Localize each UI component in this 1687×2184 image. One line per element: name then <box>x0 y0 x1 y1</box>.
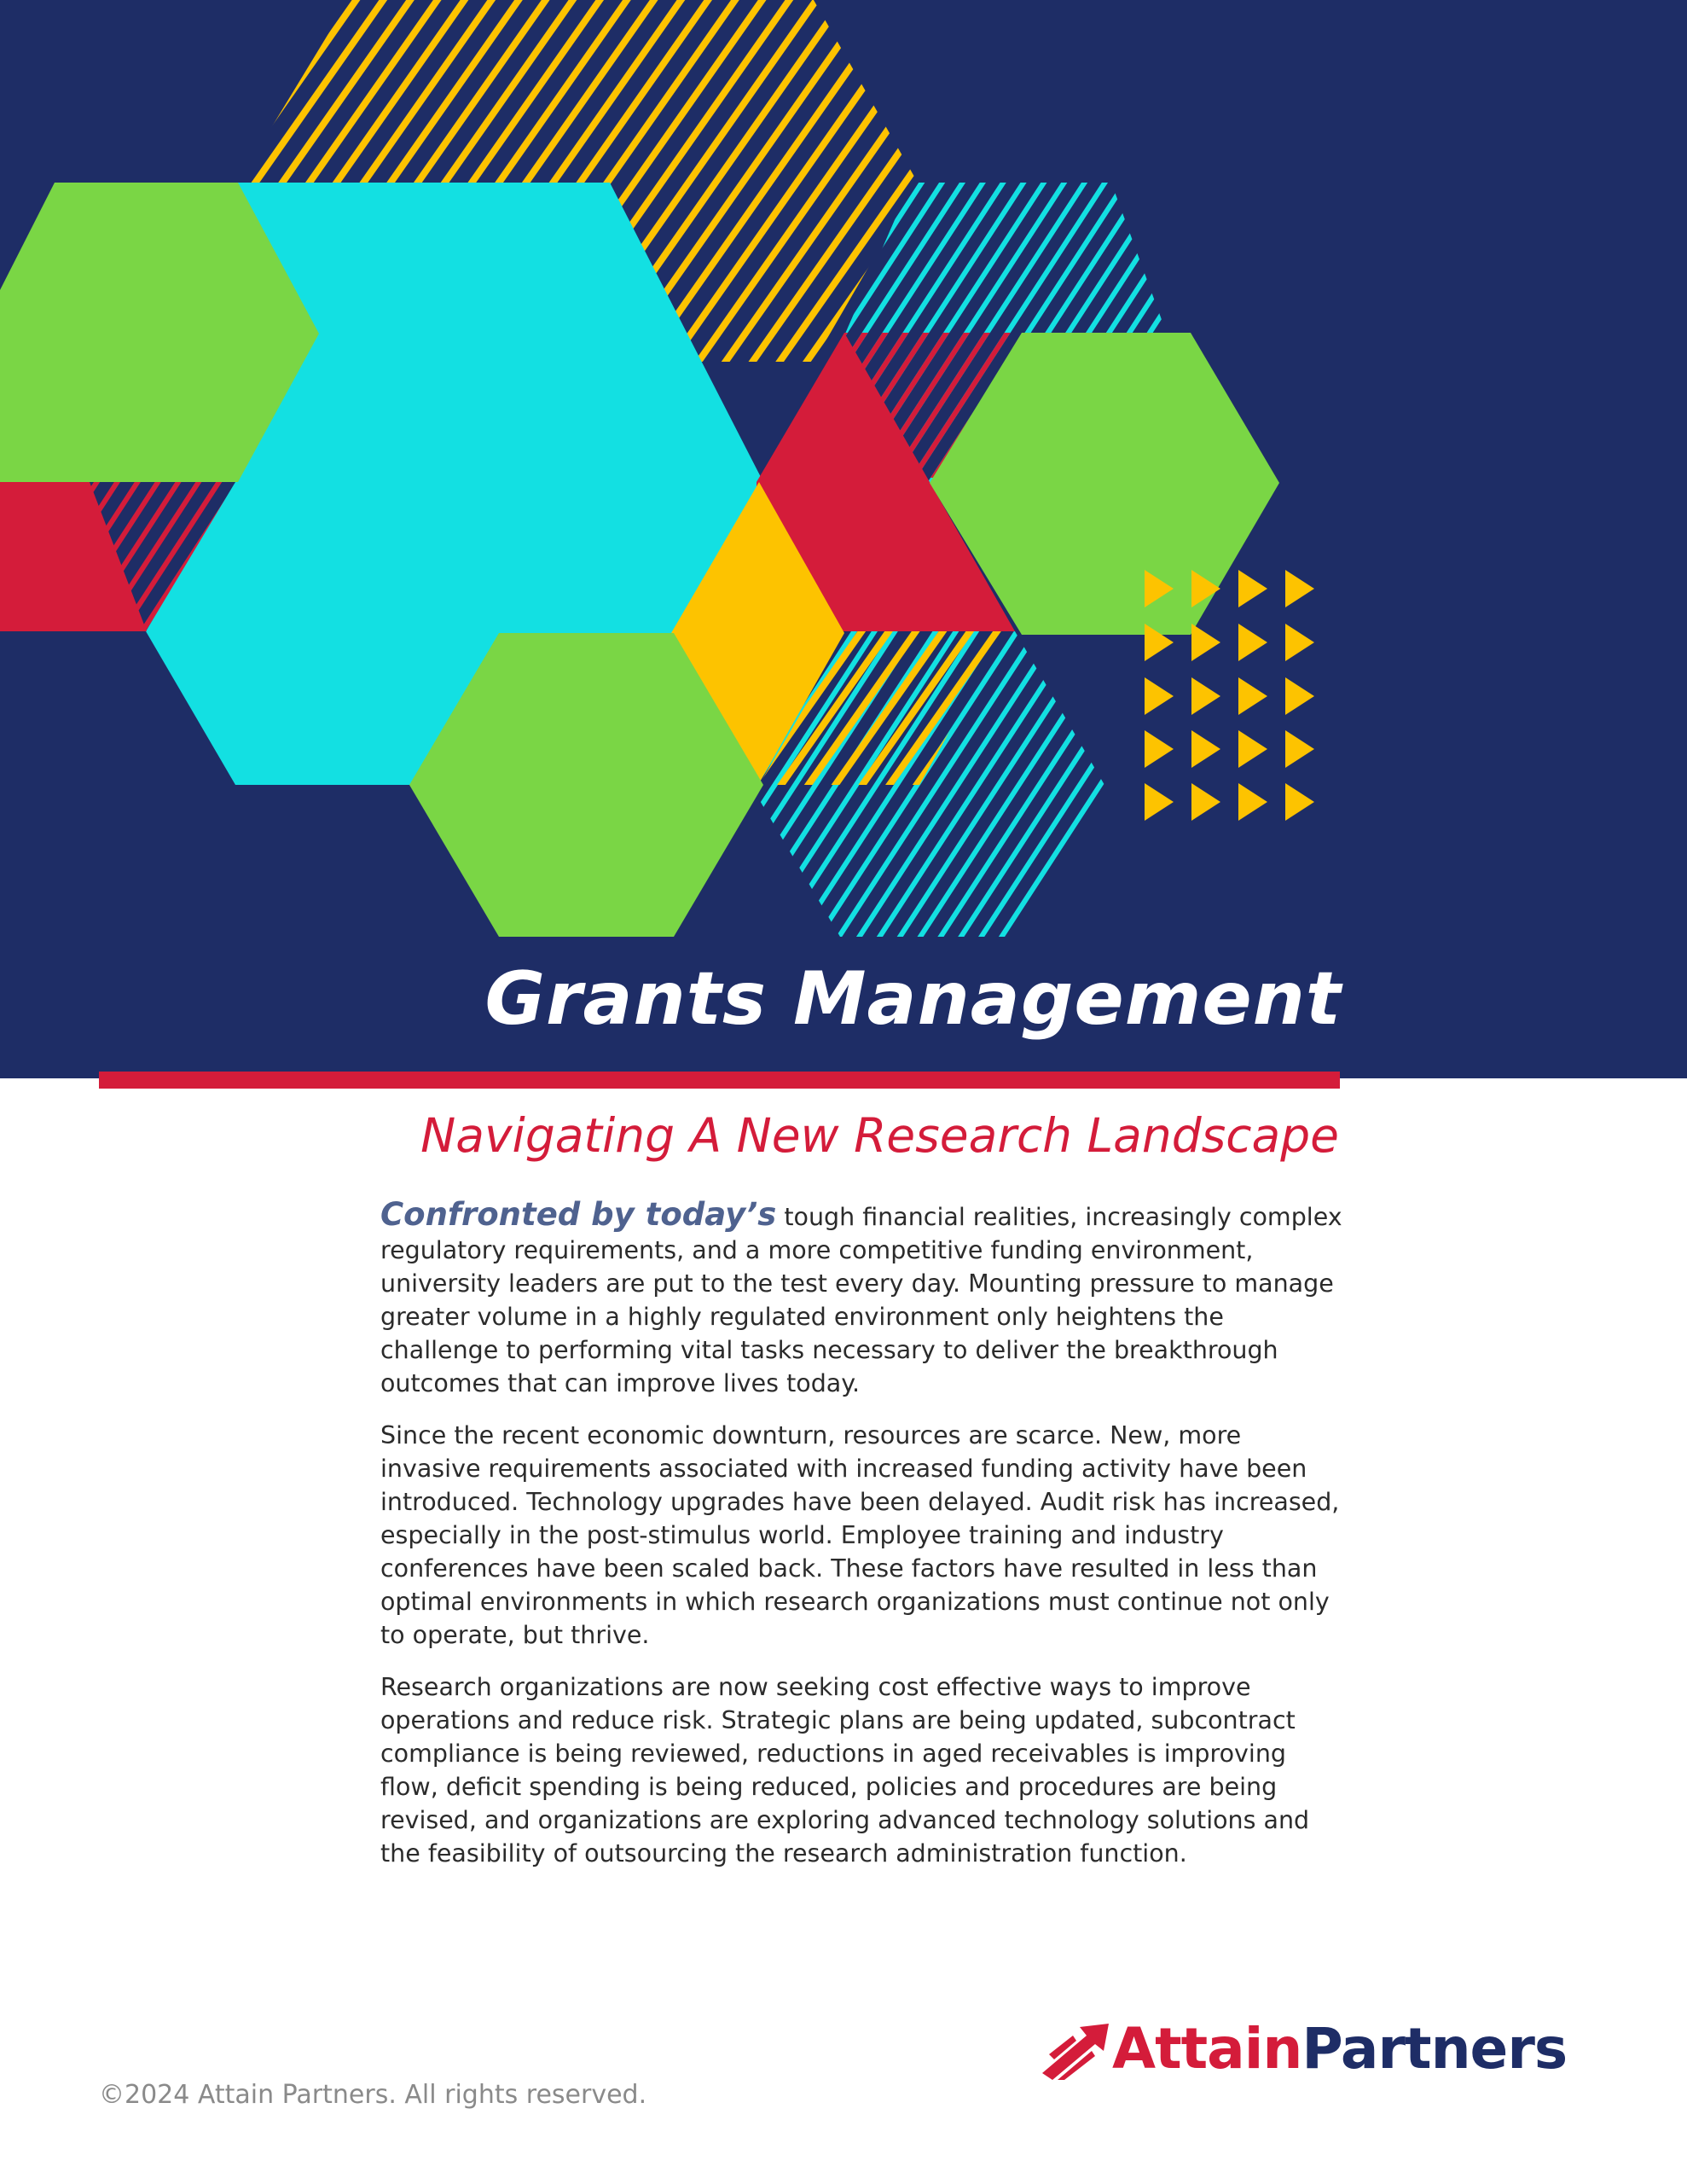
paragraph-1-text: tough financial realities, increasingly complex regulatory requirements, and a more competitive funding environment, university leaders are put to the test every day. Mounting pressure to manage greater volume in a highly regulated environment only heightens the challenge to performing vital tasks necessary to deliver the breakthrough outcomes that can improve lives today. <box>380 1203 1342 1397</box>
attain-partners-logo <box>1042 2015 1588 2083</box>
logo-word-attain: Attain <box>1112 2016 1302 2082</box>
logo-wordmark <box>1112 2015 1567 2083</box>
paragraph-2: Since the recent economic downturn, resources are scarce. New, more invasive requirements associated with increased funding activity have been introduced. Technology upgrades have been delayed. Audit risk has increased, especially in the post-stimulus world. Employee training and industry conferences have been scaled back. These factors have resulted in less than optimal environments in which research organizations must continue not only to operate, but thrive. <box>380 1421 1340 1649</box>
article-body <box>380 1198 1344 1889</box>
copyright-notice: ©2024 Attain Partners. All rights reserved. <box>99 2080 647 2110</box>
title-divider <box>99 1072 1340 1089</box>
logo-word-partners: Partners <box>1301 2016 1568 2082</box>
lead-phrase: Confronted by today’s <box>380 1196 777 1233</box>
paragraph-3: Research organizations are now seeking cost effective ways to improve operations and reduce risk. Strategic plans are being updated, subcontract compliance is being reviewed, reductions in aged receivables is improving flow, deficit spending is being reduced, policies and procedures are being revised, and organizations are exploring advanced technology solutions and the feasibility of outsourcing the research administration function. <box>380 1673 1310 1867</box>
page-title: Grants Management <box>484 956 1342 1042</box>
paragraph-1 <box>380 1198 1344 1400</box>
hero-graphic <box>0 0 1687 1078</box>
logo-arrow-icon <box>1042 2020 1109 2080</box>
page-subtitle: Navigating A New Research Landscape <box>420 1108 1339 1163</box>
hero-banner <box>0 0 1687 1078</box>
